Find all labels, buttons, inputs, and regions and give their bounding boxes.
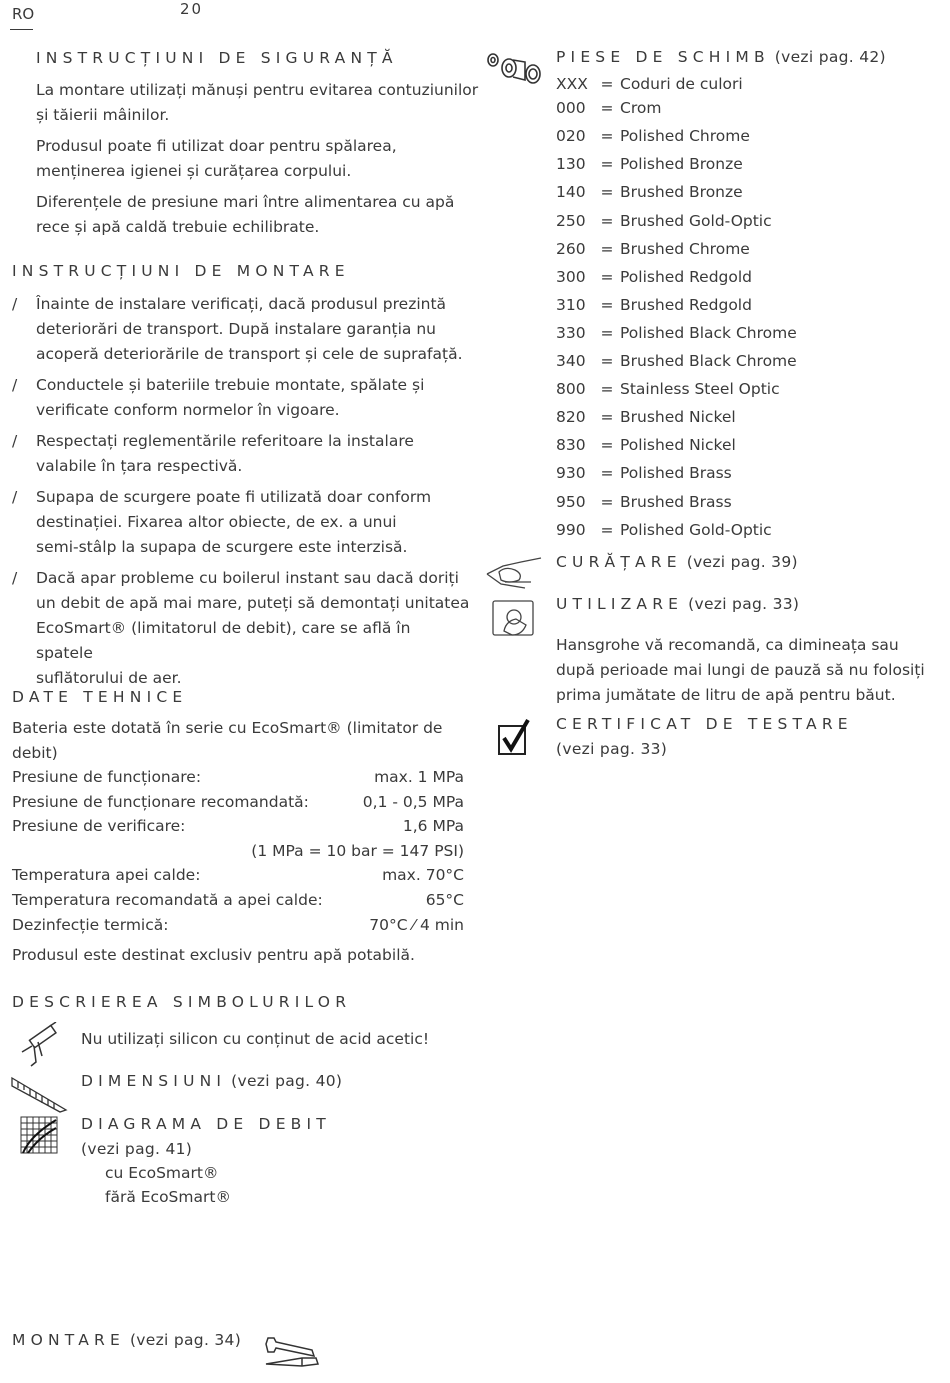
color-code: 130 (556, 155, 586, 173)
spare-parts-ref: (vezi pag. 42) (774, 48, 886, 66)
page-number: 20 (180, 0, 204, 18)
montare-heading (12, 1331, 241, 1349)
color-code-row (556, 265, 752, 290)
cleaning-heading (556, 553, 798, 571)
usage-title: UTILIZARE (556, 595, 684, 613)
tech-row: Presiune de funcționare recomandată: 0,1 - 0,5 MPa (12, 793, 464, 811)
color-code: 250 (556, 212, 586, 230)
mounting-instructions-title: INSTRUCȚIUNI DE MONTARE (12, 262, 350, 280)
montare-ref: (vezi pag. 34) (129, 1331, 242, 1349)
equals-sign: = (600, 352, 614, 370)
color-code-row (556, 124, 750, 149)
color-code: XXX (556, 75, 588, 93)
color-name: Polished Chrome (620, 127, 750, 145)
usage-hand-icon (490, 597, 538, 639)
bullet: / (12, 376, 18, 394)
flow-diagram-ref: (vezi pag. 41) (81, 1140, 193, 1158)
color-code-row (556, 72, 743, 97)
color-code: 800 (556, 380, 586, 398)
safety-paragraph-1: La montare utilizați mănuși pentru evitarea contuziunilor și tăierii mâinilor. (36, 81, 479, 124)
color-code: 310 (556, 296, 586, 314)
flow-diagram-icon (20, 1116, 60, 1156)
color-code-row (556, 96, 661, 121)
language-underline (10, 29, 33, 30)
color-code-row (556, 237, 750, 262)
equals-sign: = (600, 493, 614, 511)
tech-row: Presiune de verificare: 1,6 MPa (12, 817, 464, 835)
dimensions-ref: (vezi pag. 40) (231, 1072, 343, 1090)
color-name: Coduri de culori (620, 75, 743, 93)
equals-sign: = (600, 268, 614, 286)
color-name: Polished Brass (620, 464, 732, 482)
color-code: 140 (556, 183, 586, 201)
flow-without-ecosmart: fără EcoSmart® (105, 1188, 231, 1206)
certificate-title: CERTIFICAT DE TESTARE (556, 715, 853, 733)
technical-data-title: DATE TEHNICE (12, 688, 188, 706)
safety-paragraph-3: Diferențele de presiune mari între alimentarea cu apă rece și apă caldă trebuie echilibrate. (36, 193, 455, 236)
tools-icon (262, 1334, 320, 1372)
bullet: / (12, 569, 18, 587)
tech-row: (1 MPa = 10 bar = 147 PSI) (251, 842, 464, 860)
mounting-item-5: / Dacă apar probleme cu boilerul instant sau dacă doriți un debit de apă mai mare, puteți să demontați unitatea EcoSmart® (limitatorul de debit), care se află în spatele suflătorului de aer. (0, 566, 470, 691)
equals-sign: = (600, 127, 614, 145)
equals-sign: = (600, 155, 614, 173)
color-code-row (556, 180, 743, 205)
spare-parts-heading (556, 48, 886, 66)
color-code: 950 (556, 493, 586, 511)
symbols-title: DESCRIEREA SIMBOLURILOR (12, 993, 352, 1011)
color-code: 820 (556, 408, 586, 426)
cleaning-title: CURĂȚARE (556, 553, 682, 571)
bullet: / (12, 295, 18, 313)
tech-row: Temperatura recomandată a apei calde: 65°C (12, 891, 464, 909)
usage-recommendation: Hansgrohe vă recomandă, ca dimineața sau după perioade mai lungi de pauză să nu folosiți prima jumătate de litru de apă pentru băut. (556, 636, 925, 704)
color-code-row (556, 321, 797, 346)
equals-sign: = (600, 380, 614, 398)
color-code: 340 (556, 352, 586, 370)
color-code: 830 (556, 436, 586, 454)
color-code: 260 (556, 240, 586, 258)
color-name: Brushed Black Chrome (620, 352, 797, 370)
tech-row: Presiune de funcționare: max. 1 MPa (12, 768, 464, 786)
montare-title: MONTARE (12, 1331, 125, 1349)
color-name: Crom (620, 99, 662, 117)
equals-sign: = (600, 324, 614, 342)
equals-sign: = (600, 212, 614, 230)
equals-sign: = (600, 436, 614, 454)
safety-paragraph-2: Produsul poate fi utilizat doar pentru spălarea, menținerea igienei și curățarea corpului. (36, 137, 397, 180)
color-name: Polished Bronze (620, 155, 743, 173)
color-code: 300 (556, 268, 586, 286)
color-name: Polished Black Chrome (620, 324, 797, 342)
language-code: RO (12, 5, 35, 23)
color-code: 930 (556, 464, 586, 482)
tech-row: Temperatura apei calde: max. 70°C (12, 866, 464, 884)
ruler-icon (10, 1074, 68, 1114)
color-name: Brushed Redgold (620, 296, 752, 314)
spare-parts-icon (485, 50, 545, 88)
checkbox-certificate-icon (497, 718, 531, 758)
color-code: 330 (556, 324, 586, 342)
equals-sign: = (600, 521, 614, 539)
color-name: Polished Nickel (620, 436, 736, 454)
bullet: / (12, 432, 18, 450)
technical-intro: Bateria este dotată în serie cu EcoSmart® (limitator de debit) (12, 719, 443, 762)
safety-title: INSTRUCȚIUNI DE SIGURANȚĂ (36, 49, 398, 67)
dimensions-heading (81, 1072, 342, 1090)
spare-parts-title: PIESE DE SCHIMB (556, 48, 770, 66)
usage-heading (556, 595, 799, 613)
color-code-row (556, 461, 732, 486)
silicone-gun-icon (14, 1022, 60, 1072)
equals-sign: = (600, 464, 614, 482)
color-name: Stainless Steel Optic (620, 380, 780, 398)
flow-diagram-title: DIAGRAMA DE DEBIT (81, 1115, 331, 1133)
color-name: Brushed Gold-Optic (620, 212, 772, 230)
color-code: 000 (556, 99, 586, 117)
color-code-row (556, 293, 752, 318)
equals-sign: = (600, 75, 614, 93)
color-name: Brushed Chrome (620, 240, 750, 258)
usage-ref: (vezi pag. 33) (688, 595, 800, 613)
equals-sign: = (600, 408, 614, 426)
dimensions-title: DIMENSIUNI (81, 1072, 227, 1090)
bullet: / (12, 488, 18, 506)
color-name: Polished Gold-Optic (620, 521, 772, 539)
potable-water-note: Produsul este destinat exclusiv pentru apă potabilă. (12, 946, 415, 964)
equals-sign: = (600, 296, 614, 314)
color-code-row (556, 152, 743, 177)
color-code: 990 (556, 521, 586, 539)
equals-sign: = (600, 240, 614, 258)
mounting-item-3: / Respectați reglementările referitoare la instalare valabile în țara respectivă. (0, 429, 470, 479)
color-code-row (556, 518, 772, 543)
color-code-row (556, 377, 780, 402)
silicone-warning: Nu utilizați silicon cu conținut de acid acetic! (81, 1030, 430, 1048)
cleaning-ref: (vezi pag. 39) (686, 553, 798, 571)
color-code-row (556, 405, 736, 430)
mounting-item-2: / Conductele și bateriile trebuie montate, spălate și verificate conform normelor în vigoare. (0, 373, 470, 423)
color-name: Polished Redgold (620, 268, 753, 286)
color-code-row (556, 433, 736, 458)
equals-sign: = (600, 99, 614, 117)
color-name: Brushed Bronze (620, 183, 743, 201)
tech-row: Dezinfecție termică: 70°C ⁄ 4 min (12, 916, 464, 934)
cleaning-hand-icon (485, 552, 545, 592)
mounting-item-1: / Înainte de instalare verificați, dacă produsul prezintă deteriorări de transport. După instalare garanția nu acoperă deteriorările de transport și cele de suprafață. (0, 292, 470, 367)
mounting-item-4: / Supapa de scurgere poate fi utilizată doar conform destinației. Fixarea altor obiecte, de ex. a unui semi-stâlp la supapa de scurgere este interzisă. (0, 485, 470, 560)
color-name: Brushed Brass (620, 493, 732, 511)
color-code-row (556, 349, 797, 374)
color-name: Brushed Nickel (620, 408, 736, 426)
certificate-ref: (vezi pag. 33) (556, 740, 668, 758)
color-code: 020 (556, 127, 586, 145)
color-code-row (556, 490, 732, 515)
flow-with-ecosmart: cu EcoSmart® (105, 1164, 219, 1182)
equals-sign: = (600, 183, 614, 201)
color-code-row (556, 209, 772, 234)
